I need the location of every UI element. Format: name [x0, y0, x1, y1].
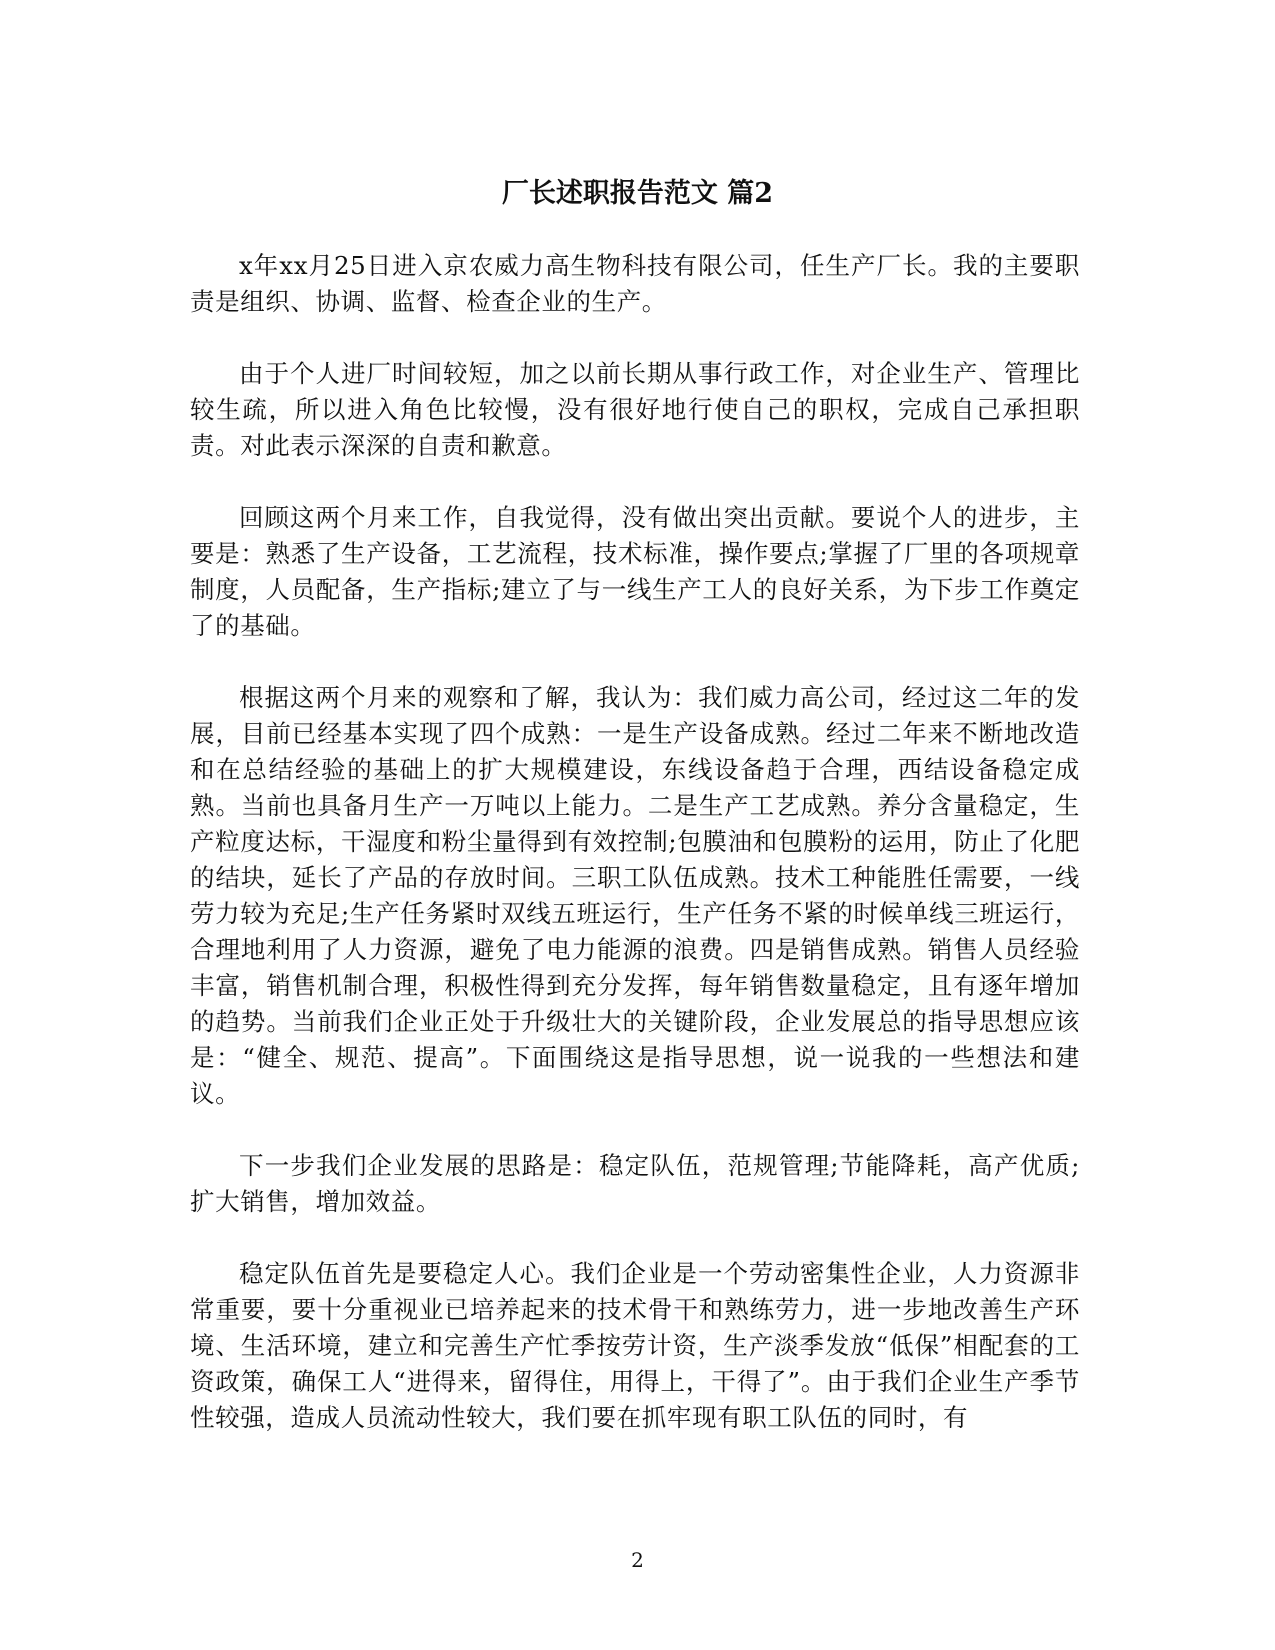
page-number: 2	[631, 1548, 644, 1572]
paragraph-6: 稳定队伍首先是要稳定人心。我们企业是一个劳动密集性企业，人力资源非常重要，要十分重视业已培养起来的技术骨干和熟练劳力，进一步地改善生产环境、生活环境，建立和完善生产忙季按劳计资，生产淡季发放“低保”相配套的工资政策，确保工人“进得来，留得住，用得上，干得了”。由于我们企业生产季节性较强，造成人员流动性较大，我们要在抓牢现有职工队伍的同时，有	[190, 1259, 1080, 1432]
paragraph-2: 由于个人进厂时间较短，加之以前长期从事行政工作，对企业生产、管理比较生疏，所以进入角色比较慢，没有很好地行使自己的职权，完成自己承担职责。对此表示深深的自责和歉意。	[190, 359, 1080, 460]
document-title: 厂长述职报告范文 篇2	[501, 178, 774, 209]
paragraph-1: x年xx月25日进入京农威力高生物科技有限公司，任生产厂长。我的主要职责是组织、协调、监督、检查企业的生产。	[190, 251, 1080, 316]
paragraph-4: 根据这两个月来的观察和了解，我认为：我们威力高公司，经过这二年的发展，目前已经基本实现了四个成熟：一是生产设备成熟。经过二年来不断地改造和在总结经验的基础上的扩大规模建设，东线设备趋于合理，西结设备稳定成熟。当前也具备月生产一万吨以上能力。二是生产工艺成熟。养分含量稳定，生产粒度达标，干湿度和粉尘量得到有效控制;包膜油和包膜粉的运用，防止了化肥的结块，延长了产品的存放时间。三职工队伍成熟。技术工种能胜任需要，一线劳力较为充足;生产任务紧时双线五班运行，生产任务不紧的时候单线三班运行，合理地利用了人力资源，避免了电力能源的浪费。四是销售成熟。销售人员经验丰富，销售机制合理，积极性得到充分发挥，每年销售数量稳定，且有逐年增加的趋势。当前我们企业正处于升级壮大的关键阶段，企业发展总的指导思想应该是：“健全、规范、提高”。下面围绕这是指导思想，说一说我的一些想法和建议。	[190, 683, 1080, 1108]
paragraph-3: 回顾这两个月来工作，自我觉得，没有做出突出贡献。要说个人的进步，主要是：熟悉了生产设备，工艺流程，技术标准，操作要点;掌握了厂里的各项规章制度，人员配备，生产指标;建立了与一线生产工人的良好关系，为下步工作奠定了的基础。	[190, 503, 1080, 640]
paragraph-5: 下一步我们企业发展的思路是：稳定队伍，范规管理;节能降耗，高产优质;扩大销售，增加效益。	[190, 1151, 1080, 1216]
document-body	[190, 248, 1080, 1472]
